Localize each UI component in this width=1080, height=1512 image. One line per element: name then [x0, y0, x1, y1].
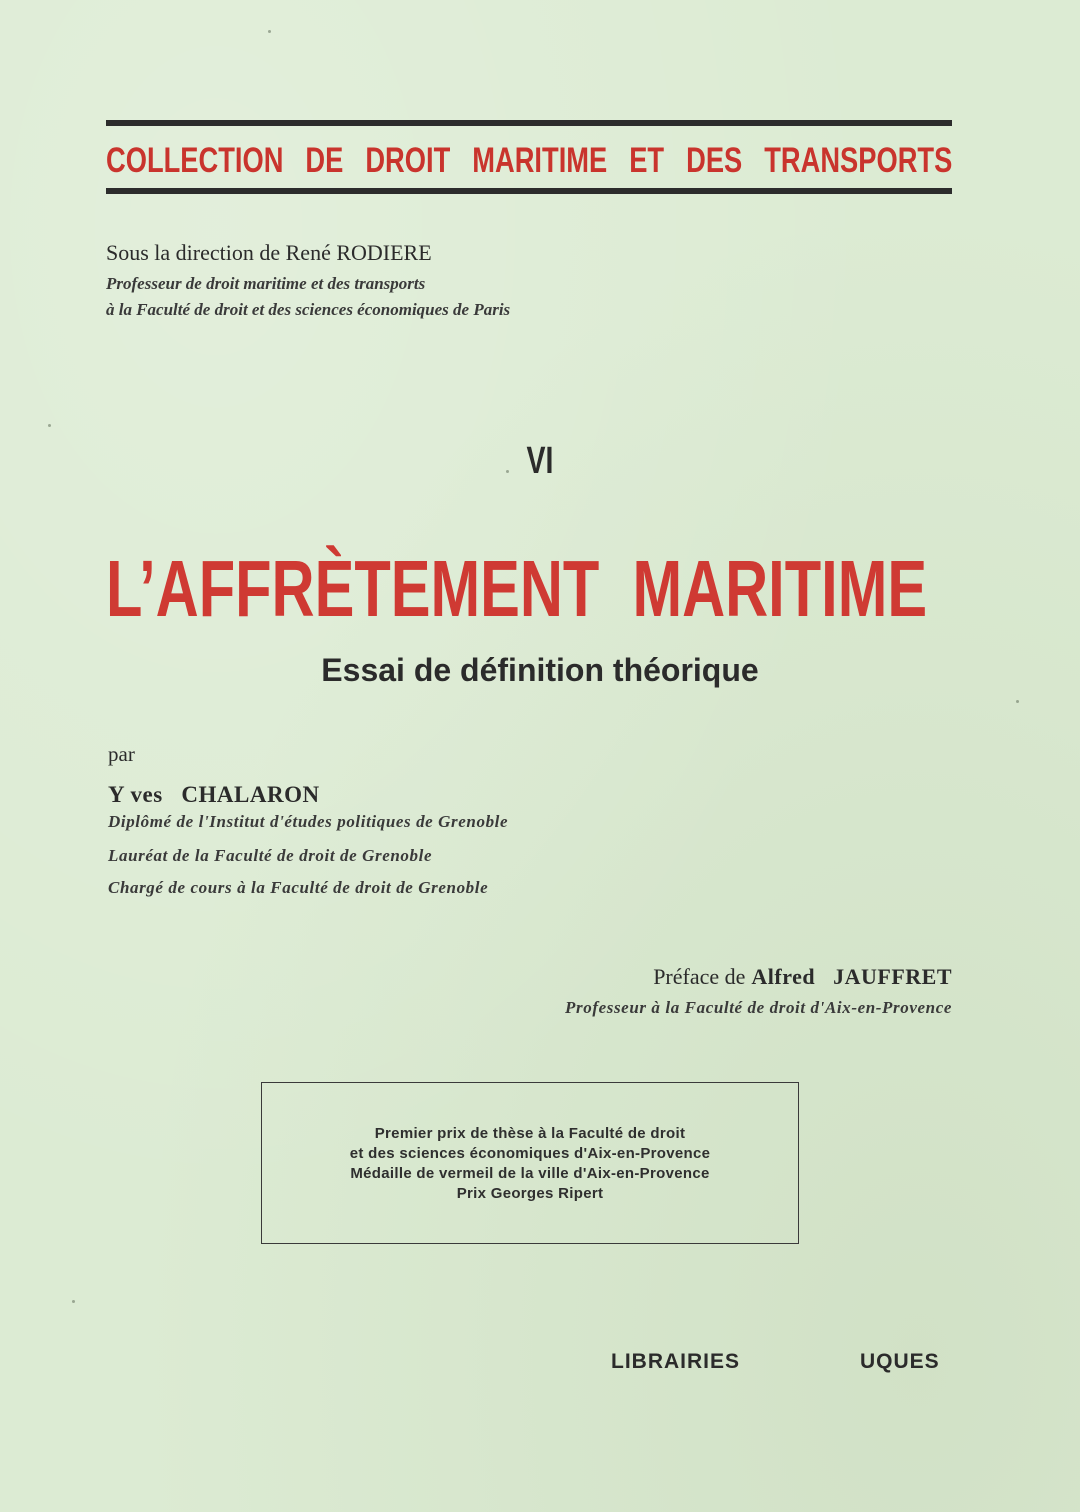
preface-author-name: Alfred JAUFFRET: [751, 964, 952, 989]
preface-prefix: Préface de: [653, 964, 746, 989]
volume-label: VI: [526, 440, 554, 482]
award-line-4: Prix Georges Ripert: [456, 1185, 604, 1202]
director-title-1: Professeur de droit maritime et des transports: [106, 274, 426, 293]
award-line-1: Premier prix de thèse à la Faculté de droit: [374, 1125, 686, 1142]
header-top-rule: [106, 120, 952, 126]
book-title-text: L’AFFRÈTEMENT MARITIME: [106, 544, 928, 633]
paper-speck: [72, 1300, 75, 1303]
author-name: Y ves CHALARON: [108, 782, 320, 807]
author-credential-3: Chargé de cours à la Faculté de droit de Grenoble: [108, 878, 489, 897]
awards-box: [261, 1082, 799, 1244]
collection-word: DROIT: [365, 141, 451, 180]
paper-speck: [48, 424, 51, 427]
collection-word: COLLECTION: [106, 141, 284, 180]
author-credential-1: Diplômé de l'Institut d'études politiques de Grenoble: [108, 812, 509, 831]
publisher-left: LIBRAIRIES: [611, 1350, 741, 1373]
collection-word: MARITIME: [472, 141, 608, 180]
paper-speck: [268, 30, 271, 33]
collection-title: [106, 139, 952, 183]
volume-number: [0, 440, 1080, 483]
publisher-right: UQUES: [860, 1350, 940, 1373]
collection-word: DE: [305, 141, 344, 180]
collection-word: DES: [686, 141, 743, 180]
author-credential-2: Lauréat de la Faculté de droit de Grenoble: [108, 846, 433, 865]
paper-speck: [1016, 700, 1019, 703]
award-line-3: Médaille de vermeil de la ville d'Aix-en-Provence: [350, 1165, 710, 1182]
book-subtitle: Essai de définition théorique: [321, 652, 759, 688]
award-line-2: et des sciences économiques d'Aix-en-Provence: [349, 1145, 711, 1162]
collection-word: ET: [629, 141, 665, 180]
header-bottom-rule: [106, 188, 952, 194]
collection-word: TRANSPORTS: [764, 141, 953, 180]
preface-line: [653, 964, 952, 990]
book-title: [106, 544, 952, 633]
by-label: par: [108, 742, 135, 766]
preface-credential: Professeur à la Faculté de droit d'Aix-en-Provence: [565, 998, 952, 1017]
director-title-2: à la Faculté de droit et des sciences économiques de Paris: [106, 300, 511, 319]
director-line: Sous la direction de René RODIERE: [106, 240, 432, 265]
